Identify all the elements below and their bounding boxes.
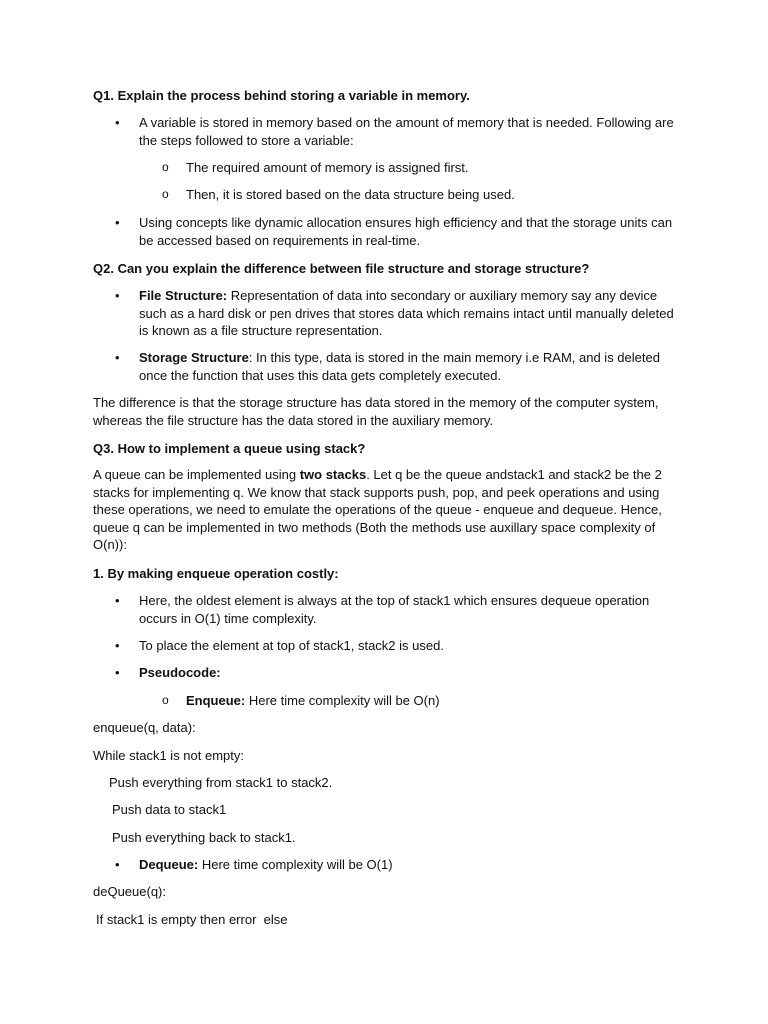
code-line-6: deQueue(q):	[93, 884, 166, 899]
bullet-icon: •	[115, 115, 120, 130]
bullet-icon: •	[115, 665, 120, 680]
pseudocode-label: Pseudocode:	[139, 665, 221, 680]
code-line-7: If stack1 is empty then error else	[96, 912, 288, 927]
m1-bullet-1: Here, the oldest element is always at the top of stack1 which ensures dequeue operation occurs in O(1) time complexity.	[139, 593, 650, 626]
q1-heading: Q1. Explain the process behind storing a variable in memory.	[93, 88, 470, 103]
dequeue-item: Dequeue: Here time complexity will be O(1)	[139, 857, 393, 872]
code-line-5: Push everything back to stack1.	[112, 830, 296, 845]
bullet-icon: •	[115, 593, 120, 608]
q1-sub-2: Then, it is stored based on the data structure being used.	[186, 187, 515, 202]
circle-bullet-icon: o	[162, 160, 169, 174]
method1-heading: 1. By making enqueue operation costly:	[93, 566, 339, 581]
bullet-icon: •	[115, 638, 120, 653]
q1-bullet-1: A variable is stored in memory based on the amount of memory that is needed. Following are the steps followed to store a variable:	[139, 115, 674, 148]
q1-sub-1: The required amount of memory is assigned first.	[186, 160, 469, 175]
q1-bullet-2: Using concepts like dynamic allocation ensures high efficiency and that the storage units can be accessed based on requirements in real-time.	[139, 215, 673, 248]
code-line-3: Push everything from stack1 to stack2.	[109, 775, 333, 790]
circle-bullet-icon: o	[162, 187, 169, 201]
circle-bullet-icon: o	[162, 693, 169, 707]
bullet-icon: •	[115, 350, 120, 365]
q2-storage-structure: Storage Structure: In this type, data is stored in the main memory i.e RAM, and is deleted once the function that uses this data gets completely executed.	[139, 350, 660, 383]
m1-bullet-2: To place the element at top of stack1, stack2 is used.	[139, 638, 444, 653]
bullet-icon: •	[115, 215, 120, 230]
q3-heading: Q3. How to implement a queue using stack?	[93, 441, 366, 456]
code-line-2: While stack1 is not empty:	[93, 748, 244, 763]
bullet-icon: •	[115, 288, 120, 303]
bullet-icon: •	[115, 857, 120, 872]
code-line-4: Push data to stack1	[112, 802, 227, 817]
q2-heading: Q2. Can you explain the difference between file structure and storage structure?	[93, 261, 590, 276]
q2-file-structure: File Structure: Representation of data into secondary or auxiliary memory say any device such as a hard disk or pen drives that stores data which remains intact until manually deleted is known as a file structure representation.	[139, 288, 674, 338]
q3-intro: A queue can be implemented using two stacks. Let q be the queue andstack1 and stack2 be the 2 stacks for implementing q. We know that stack supports push, pop, and peek operations and using these operations, we need to emulate the operations of the queue - enqueue and dequeue. Hence, queue q can be implemented in two methods (Both the methods use auxillary space complexity of O(n)):	[93, 467, 662, 552]
enqueue-item: Enqueue: Here time complexity will be O(n)	[186, 693, 440, 708]
q2-difference: The difference is that the storage structure has data stored in the memory of the computer system, whereas the file structure has the data stored in the auxiliary memory.	[93, 395, 659, 428]
code-line-1: enqueue(q, data):	[93, 720, 196, 735]
